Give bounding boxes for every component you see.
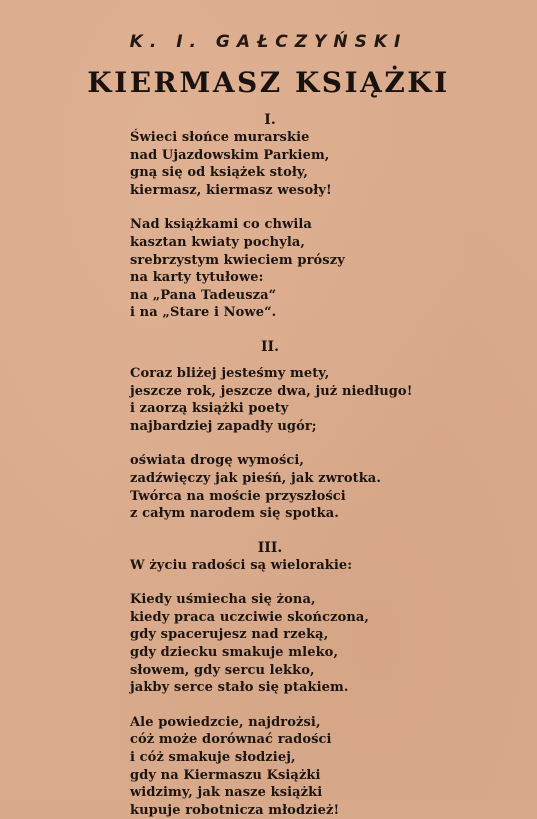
poem-line: słowem, gdy sercu lekko,	[130, 662, 315, 678]
poem-line: z całym narodem się spotka.	[130, 506, 339, 522]
poem-line: kiedy praca uczciwie skończona,	[130, 609, 370, 625]
stanza-gap	[130, 199, 510, 216]
heading-gap	[130, 356, 510, 365]
poem-line: na karty tytułowe:	[130, 270, 264, 286]
poem-line: jakby serce stało się ptakiem.	[130, 680, 349, 696]
poem-line: cóż może dorównać radości	[130, 732, 332, 748]
poem-line: gną się od książek stoły,	[130, 165, 309, 181]
stanza-2-1	[130, 365, 510, 435]
section-gap	[130, 322, 510, 339]
poem-line: gdy na Kiermaszu Książki	[130, 767, 321, 783]
poem-line: i na „Stare i Nowe“.	[130, 305, 277, 321]
section-gap	[130, 523, 510, 540]
poem-line: najbardziej zapadły ugór;	[130, 418, 317, 434]
poem-line: W życiu radości są wielorakie:	[130, 557, 353, 573]
poem-line: Kiedy uśmiecha się żona,	[130, 592, 316, 608]
poem-body	[130, 112, 510, 819]
poem-line: nad Ujazdowskim Parkiem,	[130, 147, 330, 163]
stanza-3-3	[130, 714, 510, 819]
poem-line: na „Pana Tadeusza“	[130, 287, 277, 303]
poem-line: zadźwięczy jak pieśń, jak zwrotka.	[130, 470, 381, 486]
stanza-gap	[130, 574, 510, 591]
poem-line: i cóż smakuje słodziej,	[130, 750, 296, 766]
section-number-2: II.	[261, 338, 279, 355]
poem-line: Nad książkami co chwila	[130, 217, 312, 233]
stanza-1-2	[130, 216, 510, 322]
stanza-3-1	[130, 557, 510, 575]
poem-line: Twórca na moście przyszłości	[130, 488, 346, 504]
stanza-1-1	[130, 129, 510, 199]
poem-line: oświata drogę wymości,	[130, 453, 305, 469]
section-number-1: I.	[264, 112, 276, 128]
stanza-gap	[130, 697, 510, 714]
poem-line: gdy spacerujesz nad rzeką,	[130, 627, 329, 643]
poem-line: gdy dziecku smakuje mleko,	[130, 645, 339, 661]
stanza-gap	[130, 435, 510, 452]
stanza-3-2	[130, 591, 510, 697]
poem-line: i zaorzą książki poety	[130, 401, 289, 417]
stanza-2-2	[130, 452, 510, 522]
poem-title: KIERMASZ KSIĄŻKI	[87, 66, 450, 99]
poem-line: srebrzystym kwieciem prószy	[130, 252, 345, 268]
author-name: K. I. GAŁCZYŃSKI	[129, 32, 408, 52]
poem-line: Coraz bliżej jesteśmy mety,	[130, 365, 330, 381]
poem-line: kasztan kwiaty pochyla,	[130, 234, 306, 250]
poem-line: widzimy, jak nasze książki	[130, 785, 323, 801]
section-number-3: III.	[257, 539, 283, 556]
poem-line: Świeci słońce murarskie	[130, 130, 310, 145]
poem-line: kupuje robotnicza młodzież!	[130, 802, 340, 818]
poem-line: kiermasz, kiermasz wesoły!	[130, 182, 332, 198]
poem-line: jeszcze rok, jeszcze dwa, już niedługo!	[130, 383, 413, 399]
poem-line: Ale powiedzcie, najdrożsi,	[130, 714, 321, 730]
